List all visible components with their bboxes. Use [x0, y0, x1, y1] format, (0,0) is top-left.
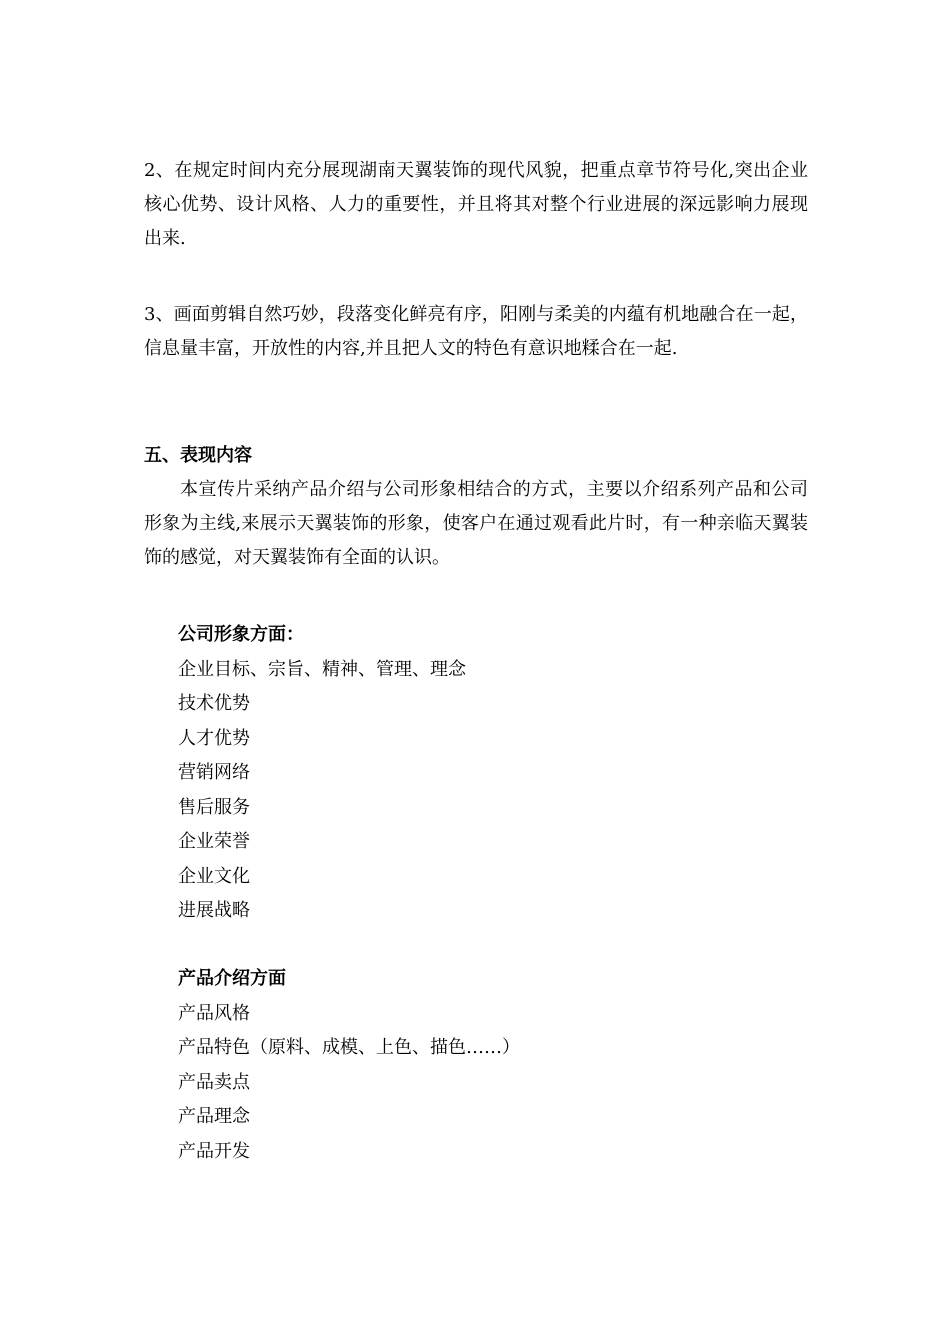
- list-item: 售后服务: [178, 796, 250, 818]
- paragraph-item-3: 3、画面剪辑自然巧妙，段落变化鲜亮有序，阳刚与柔美的内蕴有机地融合在一起，信息量丰富，开放性的内容,并且把人文的特色有意识地糅合在一起.: [144, 304, 808, 359]
- list-item: 产品开发: [178, 1140, 250, 1162]
- list-item: 进展战略: [178, 900, 250, 921]
- list-item: 产品卖点: [178, 1071, 250, 1093]
- product-intro-list: [178, 962, 520, 1169]
- list-item: 营销网络: [178, 762, 250, 783]
- section-heading-expression-content: 五、表现内容: [144, 445, 252, 466]
- list-item: 产品风格: [178, 1002, 250, 1024]
- company-image-list: [178, 618, 466, 929]
- list-item: 人才优势: [178, 727, 250, 749]
- company-image-list-title: 公司形象方面：: [178, 624, 304, 645]
- paragraph-item-2: 2、在规定时间内充分展现湖南天翼装饰的现代风貌，把重点章节符号化,突出企业核心优势、设计风格、人力的重要性，并且将其对整个行业进展的深远影响力展现出来.: [144, 160, 808, 249]
- list-item: 产品理念: [178, 1106, 250, 1127]
- product-intro-list-title: 产品介绍方面: [178, 968, 286, 989]
- list-item: 企业目标、宗旨、精神、管理、理念: [178, 658, 466, 680]
- list-item: 企业荣誉: [178, 831, 250, 852]
- list-item: 技术优势: [178, 693, 250, 714]
- list-item: 企业文化: [178, 865, 250, 887]
- list-item: 产品特色（原料、成模、上色、描色……）: [178, 1037, 520, 1058]
- section-intro-paragraph: 本宣传片采纳产品介绍与公司形象相结合的方式，主要以介绍系列产品和公司形象为主线,来展示天翼装饰的形象，使客户在通过观看此片时，有一种亲临天翼装饰的感觉，对天翼装饰有全面的认识。: [144, 479, 808, 568]
